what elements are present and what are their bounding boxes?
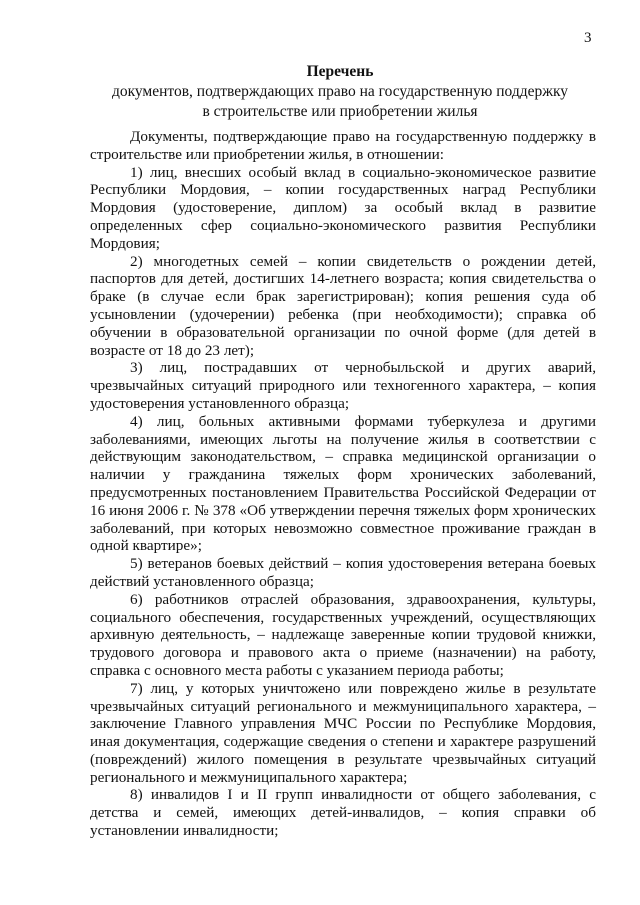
list-item-7: 7) лиц, у которых уничтожено или повреждено жилье в результате чрезвычайных ситуаций регионального и межмуниципального характера, – заключение Главного управления МЧС России по Республике Мордовия, иная документация, содержащие сведения о степени и характере разрушений (повреждений) жилого помещения в результате чрезвычайных ситуаций регионального и межмуниципального характера; xyxy=(90,679,596,786)
list-item-3: 3) лиц, пострадавших от чернобыльской и других аварий, чрезвычайных ситуаций природного или техногенного характера, – копия удостоверения установленного образца; xyxy=(90,359,596,412)
list-item-8: 8) инвалидов I и II групп инвалидности от общего заболевания, с детства и семей, имеющих детей-инвалидов, – копия справки об установлении инвалидности; xyxy=(90,786,596,840)
list-item-4: 4) лиц, больных активными формами туберкулеза и другими заболеваниями, имеющих льготы на получение жилья в соответствии с действующим законодательством, – справка медицинской организации о наличии у гражданина тяжелых форм хронических заболеваний, предусмотренных постановлением Правительства Российской Федерации от 16 июня 2006 г. № 378 «Об утверждении перечня тяжелых форм хронических заболеваний, при которых невозможно совместное проживание граждан в одной квартире»; xyxy=(90,412,596,555)
document-header xyxy=(0,62,640,122)
document-body xyxy=(90,128,596,840)
page-number: 3 xyxy=(584,30,592,46)
list-item-1: 1) лиц, внесших особый вклад в социально-экономическое развитие Республики Мордовия, – копии государственных наград Республики Мордовия (удостоверение, диплом) за особый вклад в развитие определенных сфер социально-экономического развития Республики Мордовия; xyxy=(90,163,596,252)
document-title: Перечень xyxy=(306,63,374,80)
list-item-6: 6) работников отраслей образования, здравоохранения, культуры, социального обеспечения, государственных учреждений, осуществляющих архивную деятельность, – надлежаще заверенные копии трудовой книжки, трудового договора и правового акта о приеме (назначении) на работу, справка с основного места работы с указанием периода работы; xyxy=(90,590,596,679)
list-item-5: 5) ветеранов боевых действий – копия удостоверения ветерана боевых действий установленного образца; xyxy=(90,555,596,590)
document-subtitle-line-2: в строительстве или приобретении жилья xyxy=(202,103,478,120)
document-subtitle-line-1: документов, подтверждающих право на государственную поддержку xyxy=(111,83,569,100)
intro-paragraph: Документы, подтверждающие право на государственную поддержку в строительстве или приобретении жилья, в отношении: xyxy=(90,128,596,163)
list-item-2: 2) многодетных семей – копии свидетельств о рождении детей, паспортов для детей, достигших 14-летнего возраста; копия свидетельства о браке (в случае если брак зарегистрирован); копия решения суда об усыновлении (удочерении) ребенка (при необходимости); справка об обучении в образовательной организации по очной форме (для детей в возрасте от 18 до 23 лет); xyxy=(90,252,596,359)
